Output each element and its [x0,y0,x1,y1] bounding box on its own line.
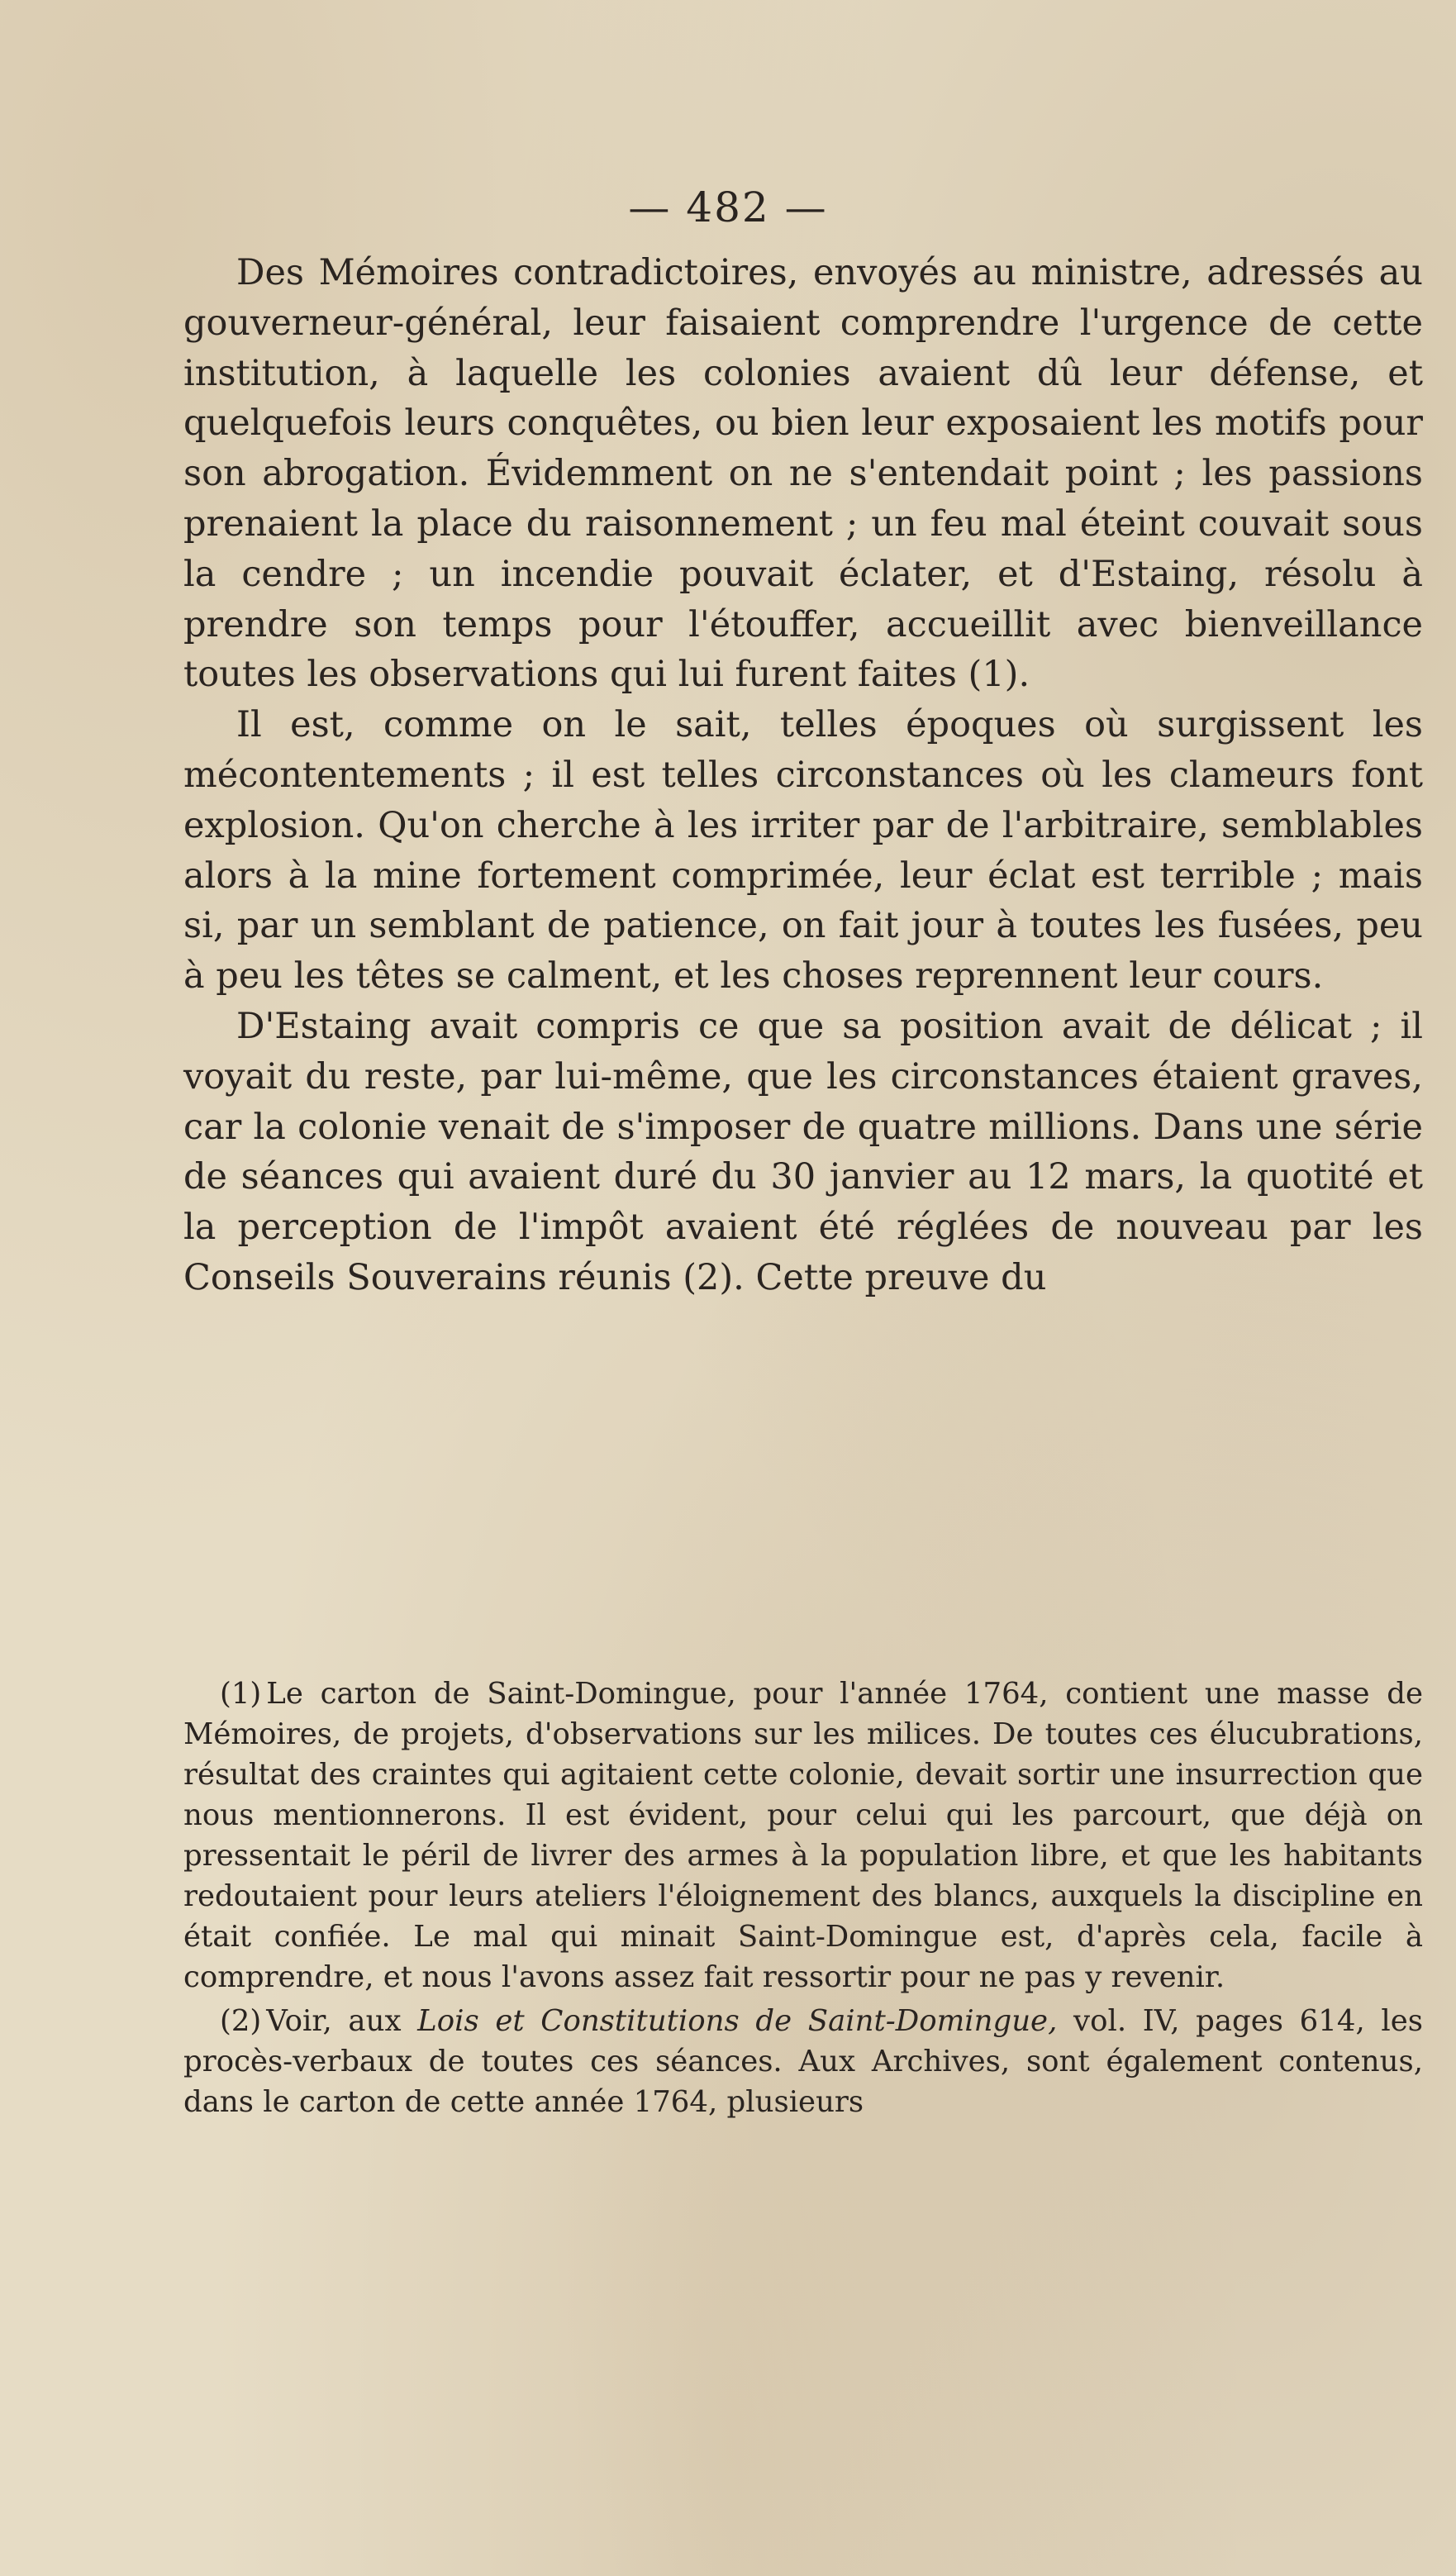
footnote-1-marker: (1) [220,1677,262,1711]
footnote-2 [183,2001,1423,2122]
footnotes [183,1674,1423,2122]
footnote-2-text-before: Voir, aux [266,2004,402,2038]
main-text [183,248,1423,1303]
footnote-2-text-after: vol. IV, pages 614, les procès-verbaux de toutes ces séances. Aux Archives, sont également contenus, dans le carton de cette année 1764, plusieurs [183,2004,1423,2119]
paragraph-3: D'Estaing avait compris ce que sa position avait de délicat ; il voyait du reste, par lui-même, que les circonstances étaient graves, car la colonie venait de s'imposer de quatre millions. Dans une série de séances qui avaient duré du 30 janvier au 12 mars, la quotité et la perception de l'impôt avaient été réglées de nouveau par les Conseils Souverains réunis (2). Cette preuve du [183,1005,1423,1298]
footnote-1 [183,1674,1423,1997]
paragraph-2: Il est, comme on le sait, telles époques où surgissent les mécontentements ; il est telles circonstances où les clameurs font explosion. Qu'on cherche à les irriter par de l'arbitraire, semblables alors à la mine fortement comprimée, leur éclat est terrible ; mais si, par un semblant de patience, on fait jour à toutes les fusées, peu à peu les têtes se calment, et les choses reprennent leur cours. [183,704,1423,998]
page-number: — 482 — [628,183,828,231]
footnote-2-title: Lois et Constitutions de Saint-Domingue, [417,2004,1058,2038]
paragraph-1: Des Mémoires contradictoires, envoyés au ministre, adressés au gouverneur-général, leur faisaient comprendre l'urgence de cette institution, à laquelle les colonies avaient dû leur défense, et quelquefois leurs conquêtes, ou bien leur exposaient les motifs pour son abrogation. Évidemment on ne s'entendait point ; les passions prenaient la place du raisonnement ; un feu mal éteint couvait sous la cendre ; un incendie pouvait éclater, et d'Estaing, résolu à prendre son temps pour l'étouffer, accueillit avec bienveillance toutes les observations qui lui furent faites (1). [183,252,1423,696]
footnote-2-marker: (2) [220,2004,262,2038]
footnote-1-text: Le carton de Saint-Domingue, pour l'année 1764, contient une masse de Mémoires, de projets, d'observations sur les milices. De toutes ces élucubrations, résultat des craintes qui agitaient cette colonie, devait sortir une insurrection que nous mentionnerons. Il est évident, pour celui qui les parcourt, que déjà on pressentait le péril de livrer des armes à la population libre, et que les habitants redoutaient pour leurs ateliers l'éloignement des blancs, auxquels la discipline en était confiée. Le mal qui minait Saint-Domingue est, d'après cela, facile à comprendre, et nous l'avons assez fait ressortir pour ne pas y revenir. [183,1677,1423,1994]
